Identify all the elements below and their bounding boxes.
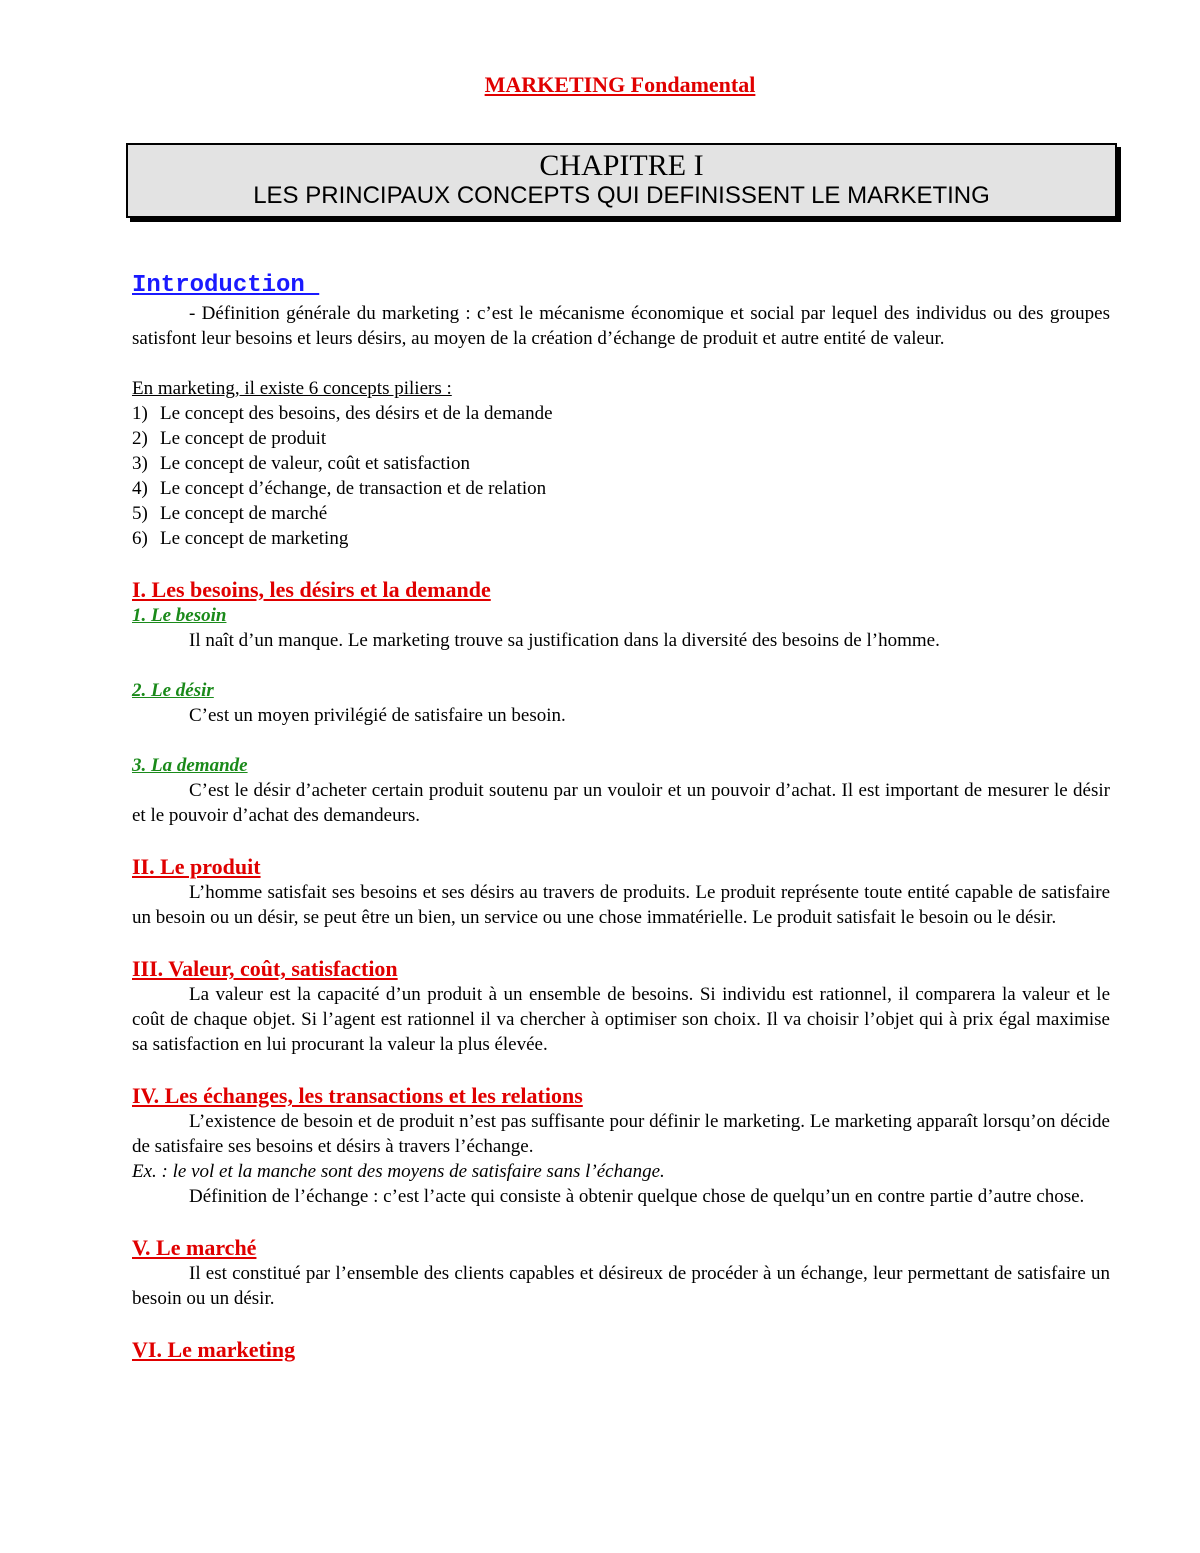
paragraph-definition-echange: Définition de l’échange : c’est l’acte qui consiste à obtenir quelque chose de quelqu’un en contre partie d’autre chose. [189,1186,1085,1207]
intro-heading: Introduction [132,272,320,299]
list-item: 5) Le concept de marché [132,503,328,524]
list-item: 2) Le concept de produit [132,428,327,449]
paragraph-besoin: Il naît d’un manque. Le marketing trouve sa justification dans la diversité des besoins de l’homme. [189,630,940,651]
list-item: 4) Le concept d’échange, de transaction et de relation [132,478,547,499]
section-heading-echanges: IV. Les échanges, les transactions et les relations [132,1083,583,1108]
section-heading-besoins: I. Les besoins, les désirs et la demande [132,577,491,602]
chapter-title-box [126,143,1117,218]
subheading-desir: 2. Le désir [132,680,214,701]
concepts-list [132,401,1110,551]
paragraph-desir: C’est un moyen privilégié de satisfaire un besoin. [189,705,566,726]
document-title: MARKETING Fondamental [484,72,756,97]
section-heading-marketing: VI. Le marketing [132,1337,296,1362]
section-heading-valeur: III. Valeur, coût, satisfaction [132,956,398,981]
list-item: 1) Le concept des besoins, des désirs et de la demande [132,403,553,424]
list-item: 3) Le concept de valeur, coût et satisfaction [132,453,470,474]
chapter-number: CHAPITRE I [539,149,704,182]
example-echange: Ex. : le vol et la manche sont des moyens de satisfaire sans l’échange. [132,1161,665,1182]
paragraph-echanges: L’existence de besoin et de produit n’est pas suffisante pour définir le marketing. Le marketing apparaît lorsqu’on décide de satisfaire ses besoins et désirs à travers l’échange. [132,1111,1110,1157]
chapter-title: LES PRINCIPAUX CONCEPTS QUI DEFINISSENT LE MARKETING [253,182,990,209]
document-body [132,271,1110,1363]
paragraph-demande: C’est le désir d’acheter certain produit soutenu par un vouloir et un pouvoir d’achat. Il est important de mesurer le désir et le pouvoir d’achat des demandeurs. [132,780,1110,826]
paragraph-produit: L’homme satisfait ses besoins et ses désirs au travers de produits. Le produit représente toute entité capable de satisfaire un besoin ou un désir, se peut être un bien, un service ou une chose immatérielle. Le produit satisfait le besoin ou le désir. [132,882,1110,928]
section-heading-produit: II. Le produit [132,854,261,879]
concepts-list-title: En marketing, il existe 6 concepts piliers : [132,378,452,399]
section-heading-marche: V. Le marché [132,1235,257,1260]
paragraph-marche: Il est constitué par l’ensemble des clients capables et désireux de procéder à un échange, leur permettant de satisfaire un besoin ou un désir. [132,1263,1110,1309]
intro-definition: - Définition générale du marketing : c’est le mécanisme économique et social par lequel des individus ou des groupes satisfont leur besoins et leurs désirs, au moyen de la création d’échange de produit et autre entité de valeur. [132,303,1110,349]
paragraph-valeur: La valeur est la capacité d’un produit à un ensemble de besoins. Si individu est rationnel, il comparera la valeur et le coût de chaque objet. Si l’agent est rationnel il va chercher à optimiser son choix. Il va choisir l’objet qui à prix égal maximise sa satisfaction en lui procurant la valeur la plus élevée. [132,984,1110,1055]
subheading-demande: 3. La demande [132,755,248,776]
subheading-besoin: 1. Le besoin [132,605,227,626]
list-item: 6) Le concept de marketing [132,528,349,549]
